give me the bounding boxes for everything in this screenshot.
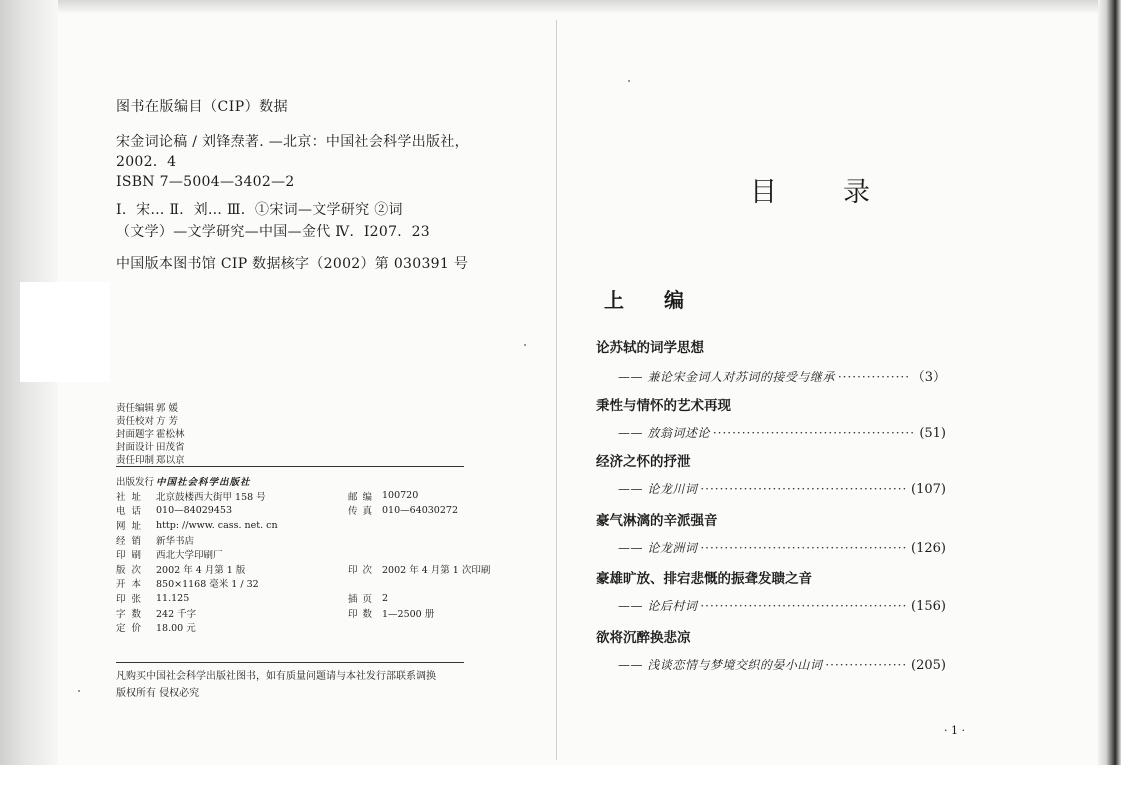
toc-entry-subtitle-row [596, 424, 946, 441]
credit-row [116, 428, 185, 441]
toc-page-number: (107) [911, 482, 946, 497]
field-value: 2 [382, 592, 389, 604]
toc-entry-title: 论苏轼的词学思想 [596, 340, 704, 356]
dot-leader [700, 541, 908, 555]
toc-entry-title: 欲将沉醉换悲凉 [596, 630, 691, 646]
field-value [382, 547, 490, 562]
field-key: 社址 [116, 491, 148, 503]
credits-list [116, 402, 185, 467]
credit-name: 郭 媛 [156, 403, 179, 414]
toc-entry-subtitle-row [596, 480, 946, 497]
toc-title [750, 170, 870, 209]
dot-leader [700, 599, 908, 613]
dot-leader [700, 482, 908, 496]
field-key: 印刷 [116, 550, 148, 562]
field-value: 2002 年 4 月第 1 版 [156, 564, 246, 576]
cip-title: 图书在版编目（CIP）数据 [116, 99, 289, 115]
field-key: 邮 编 [348, 491, 374, 503]
table-row [116, 591, 490, 606]
dot-leader [713, 426, 916, 440]
toc-entry[interactable] [596, 567, 946, 614]
credit-name: 方 芳 [156, 416, 179, 427]
field-key: 传 真 [348, 506, 374, 518]
toc-entry-subtitle: —— 兼论宋金词人对苏词的接受与继承 [618, 370, 835, 384]
table-row [116, 503, 490, 518]
toc-entry-subtitle-row [596, 656, 946, 673]
toc-entry[interactable] [596, 509, 946, 556]
field-key [348, 518, 382, 533]
field-key: 版次 [116, 564, 148, 576]
field-key [348, 474, 382, 489]
field-value: 西北大学印刷厂 [156, 550, 223, 562]
toc-title-char: 目 [750, 177, 777, 208]
toc-entry-subtitle: —— 浅谈恋情与梦境交织的晏小山词 [618, 658, 823, 672]
credit-name: 田茂省 [156, 442, 185, 453]
toc-entry-subtitle-row [596, 539, 946, 556]
field-value: 1—2500 册 [382, 608, 435, 620]
credit-name: 霍松林 [156, 429, 185, 440]
cip-line: 2002．4 [116, 154, 177, 170]
toc-entry-subtitle-row [596, 366, 946, 385]
table-row [116, 547, 490, 562]
field-value: 11.125 [156, 592, 190, 604]
credit-row [116, 415, 185, 428]
toc-entry-subtitle: —— 放翁词述论 [618, 426, 710, 440]
field-value: 010—84029453 [156, 504, 232, 516]
field-value: 2002 年 4 月第 1 次印刷 [382, 564, 491, 576]
field-value [382, 518, 490, 533]
toc-title-char: 录 [843, 177, 870, 208]
toc-entry[interactable] [596, 394, 946, 441]
toc-page-number: (126) [911, 541, 946, 556]
cip-data-number: 中国版本图书馆 CIP 数据核字（2002）第 030391 号 [116, 256, 469, 272]
scan-speck [78, 690, 80, 692]
scan-margin-bottom [0, 765, 1121, 792]
field-key: 电话 [116, 506, 148, 518]
table-row [116, 620, 490, 635]
field-key: 字数 [116, 608, 148, 620]
credit-name: 郑以京 [156, 455, 185, 466]
cip-line: 宋金词论稿 / 刘锋焘著. —北京：中国社会科学出版社， [116, 134, 469, 150]
table-row [116, 518, 490, 533]
divider-rule [116, 466, 464, 467]
scan-shadow-left [0, 0, 58, 792]
scan-speck [524, 344, 526, 346]
field-key [348, 620, 382, 635]
scan-shadow-top [0, 0, 1121, 14]
field-key: 印张 [116, 594, 148, 606]
return-policy-note: 凡购买中国社会科学出版社图书，如有质量问题请与本社发行部联系调换 [116, 671, 436, 682]
toc-page-number: (205) [911, 658, 946, 673]
toc-entry-title: 秉性与情怀的艺术再现 [596, 398, 731, 414]
field-key: 印 数 [348, 608, 374, 620]
field-value: 850×1168 毫米 1 / 32 [156, 579, 259, 591]
field-value [382, 532, 490, 547]
table-row [116, 605, 490, 620]
scan-white-patch [20, 282, 110, 382]
toc-entry-subtitle-row [596, 597, 946, 614]
toc-entry-title: 豪气淋漓的辛派强音 [596, 513, 718, 529]
credit-role: 封面设计 [116, 442, 155, 453]
field-key: 经销 [116, 535, 148, 547]
toc-entry-subtitle: —— 论龙川词 [618, 482, 698, 496]
section-heading-char: 编 [664, 288, 684, 312]
cip-line: Ⅰ．宋… Ⅱ．刘… Ⅲ．①宋词—文学研究 ②词 [116, 202, 403, 218]
scan-speck [628, 80, 630, 82]
field-value: 100720 [382, 490, 419, 502]
field-value: 新华书店 [156, 535, 195, 547]
credit-role: 封面题字 [116, 429, 155, 440]
table-row [116, 562, 490, 577]
toc-entry-title: 豪雄旷放、排宕悲慨的振聋发聩之音 [596, 571, 812, 587]
field-key: 定价 [116, 623, 148, 635]
dot-leader [838, 370, 909, 384]
page-gutter [556, 20, 557, 760]
field-value: http: //www. cass. net. cn [156, 519, 278, 531]
credit-row [116, 441, 185, 454]
field-key [348, 532, 382, 547]
field-value: 242 千字 [156, 608, 197, 620]
toc-entry-title: 经济之怀的抒泄 [596, 454, 691, 470]
field-key: 开本 [116, 579, 148, 591]
credit-role: 责任印制 [116, 455, 155, 466]
table-row [116, 474, 490, 489]
toc-entry-subtitle: —— 论龙洲词 [618, 541, 698, 555]
field-value [382, 620, 490, 635]
field-key [348, 547, 382, 562]
toc-page-number: （3） [911, 370, 946, 385]
table-row [116, 532, 490, 547]
field-value [382, 474, 490, 489]
divider-rule [116, 662, 464, 663]
field-key: 插 页 [348, 594, 374, 606]
credit-role: 责任编辑 [116, 403, 155, 414]
page-number: · 1 · [944, 724, 965, 737]
cip-line: （文学）—文学研究—中国—金代 Ⅳ．I207．23 [116, 224, 431, 240]
field-value: 010—64030272 [382, 504, 458, 516]
credit-role: 责任校对 [116, 416, 155, 427]
publisher-info-table [116, 474, 490, 635]
book-edge-right [1098, 0, 1121, 792]
field-value: 北京鼓楼西大街甲 158 号 [156, 491, 266, 503]
toc-entry[interactable] [596, 626, 946, 673]
toc-entry[interactable] [596, 450, 946, 497]
table-row [116, 576, 490, 591]
copyright-note: 版权所有 侵权必究 [116, 688, 200, 699]
field-key: 网址 [116, 521, 148, 533]
table-row [116, 489, 490, 504]
field-key: 出版发行 [116, 477, 155, 489]
toc-page-number: (51) [919, 426, 946, 441]
section-heading-char: 上 [604, 288, 624, 312]
field-value [382, 576, 490, 591]
field-value: 18.00 元 [156, 623, 196, 635]
field-key: 印 次 [348, 564, 374, 576]
publisher-name: 中国社会科学出版社 [156, 477, 251, 489]
credit-row [116, 402, 185, 415]
toc-entry[interactable] [596, 336, 946, 385]
cip-line: ISBN 7—5004—3402—2 [116, 174, 295, 190]
dot-leader [825, 658, 908, 672]
toc-entry-subtitle: —— 论后村词 [618, 599, 698, 613]
section-heading [604, 284, 684, 313]
toc-page-number: (156) [911, 599, 946, 614]
field-key [348, 576, 382, 591]
